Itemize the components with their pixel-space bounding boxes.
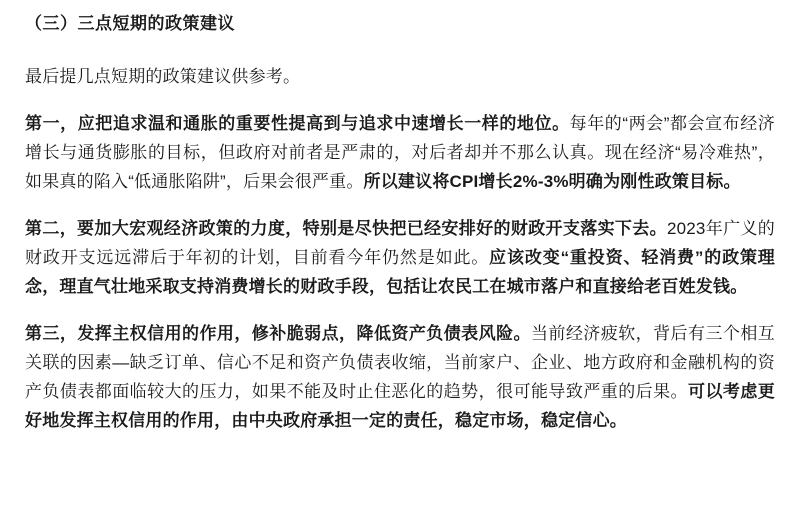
text-segment: 每年的“两会”都会宣布经济增长与通货膨胀的目标，但政府对前者是严肃的，对后者却并不那么认真。现在经济“易冷难热”，如果真的陷入“低通胀陷阱”，后果会很严重。 (25, 114, 776, 191)
text-segment: 当前经济疲软，背后有三个相互关联的因素—缺乏订单、信心不足和资产负债表收缩，当前家户、企业、地方政府和金融机构的资产负债表都面临较大的压力，如果不能及时止住恶化的趋势，很可能导致严重的后果。 (25, 324, 775, 401)
text-segment-bold: 所以建议将CPI增长2%-3%明确为刚性政策目标。 (363, 172, 741, 191)
text-segment-bold: 可以考虑更好地发挥主权信用的作用，由中央政府承担一定的责任，稳定市场，稳定信心。 (25, 382, 775, 430)
text-segment-bold: 第二，要加大宏观经济政策的力度，特别是尽快把已经安排好的财政开支落实下去。 (25, 219, 667, 238)
text-segment-bold: 应该改变“重投资、轻消费”的政策理念，理直气壮地采取支持消费增长的财政手段，包括让农民工在城市落户和直接给老百姓发钱。 (25, 248, 775, 296)
intro-paragraph: 最后提几点短期的政策建议供参考。 (25, 67, 301, 86)
paragraph (25, 214, 775, 301)
text-segment-bold: 第三，发挥主权信用的作用，修补脆弱点，降低资产负债表风险。 (25, 324, 531, 343)
paragraph (25, 319, 775, 435)
paragraph-list (25, 109, 775, 435)
text-segment-bold: 第一，应把追求温和通胀的重要性提高到与追求中速增长一样的地位。 (25, 114, 570, 133)
section-heading: （三）三点短期的政策建议 (25, 14, 235, 33)
text-segment: 2023年广义的财政开支远远滞后于年初的计划，目前看今年仍然是如此。 (25, 219, 775, 267)
paragraph (25, 109, 775, 196)
